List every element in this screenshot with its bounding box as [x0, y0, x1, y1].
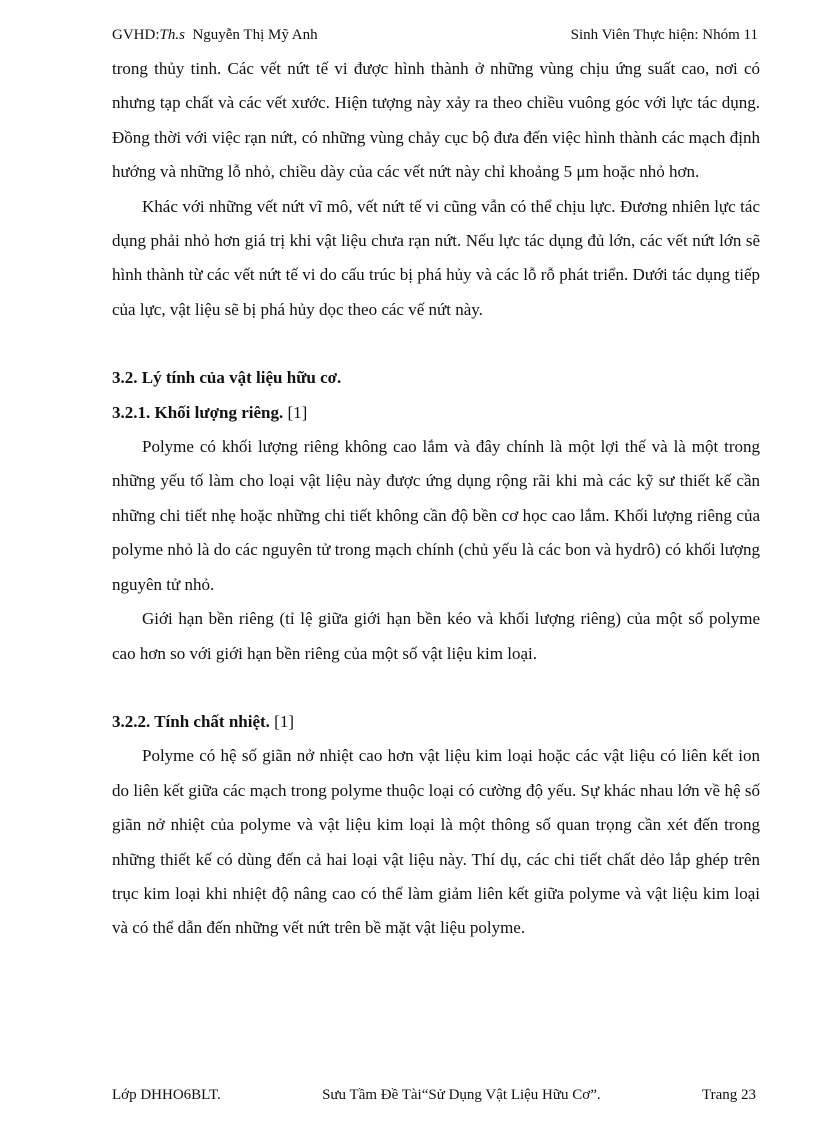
- page-content: [112, 52, 760, 946]
- paragraph-5: Polyme có hệ số giãn nở nhiệt cao hơn vật liệu kim loại hoặc các vật liệu có liên kết ion do liên kết giữa các mạch trong polyme thuộc loại có cường độ yếu. Sự khác nhau lớn về hệ số giãn nở nhiệt của polyme và vật liệu kim loại là một thông số quan trọng cần xét đến trong những thiết kế có dùng đến cả hai loại vật liệu này. Thí dụ, các chi tiết chất dẻo lắp ghép trên trục kim loại khi nhiệt độ nâng cao có thể làm giảm liên kết giữa polyme và vật liệu kim loại và có thể dẫn đến những vết nứt trên bề mặt vật liệu polyme.: [112, 746, 760, 938]
- header-supervisor: [112, 24, 318, 46]
- header-students: Sinh Viên Thực hiện: Nhóm 11: [570, 27, 758, 43]
- spacer: [112, 671, 760, 705]
- reference-mark: [1]: [274, 711, 294, 731]
- section-heading-3-2-2: [112, 705, 760, 739]
- reference-mark: [1]: [287, 402, 308, 422]
- section-title-3-2-2: 3.2.2. Tính chất nhiệt.: [112, 711, 270, 731]
- paragraph-1: trong thủy tinh. Các vết nứt tế vi được hình thành ở những vùng chịu ứng suất cao, nơi có nhưng tạp chất và các vết xước. Hiện tượng này xảy ra theo chiều vuông góc với lực tác dụng. Đồng thời với việc rạn nứt, có những vùng chảy cục bộ đưa đến việc hình thành các mạch định hướng và những lỗ nhỏ, chiều dày của các vết nứt này chỉ khoảng 5 μm hoặc nhỏ hơn.: [112, 59, 760, 182]
- header-supervisor-title: Th.s: [159, 27, 185, 43]
- page-header: [112, 24, 758, 46]
- paragraph-2: Khác với những vết nứt vĩ mô, vết nứt tế vi cũng vẫn có thể chịu lực. Đương nhiên lực tác dụng phải nhỏ hơn giá trị khi vật liệu chưa rạn nứt. Nếu lực tác dụng đủ lớn, các vết nứt lớn sẽ hình thành từ các vết nứt tế vi do cấu trúc bị phá hủy và các lỗ rỗ phát triển. Dưới tác dụng tiếp của lực, vật liệu sẽ bị phá hủy dọc theo các vế nứt này.: [112, 196, 760, 319]
- paragraph-3: Polyme có khối lượng riêng không cao lắm và đây chính là một lợi thế và là một trong những yếu tố làm cho loại vật liệu này được ứng dụng rộng rãi khi mà các kỹ sư thiết kế cần những chi tiết nhẹ hoặc những chi tiết không cần độ bền cơ học cao lắm. Khối lượng riêng của polyme nhỏ là do các nguyên tử trong mạch chính (chủ yếu là các bon và hydrô) có khối lượng nguyên tử nhỏ.: [112, 437, 760, 594]
- section-title-3-2-1: 3.2.1. Khối lượng riêng.: [112, 402, 284, 422]
- section-heading-3-2-1: [112, 396, 760, 430]
- header-supervisor-prefix: GVHD:: [112, 27, 160, 43]
- header-supervisor-name: Nguyễn Thị Mỹ Anh: [192, 27, 318, 43]
- footer-topic: Sưu Tầm Đề Tài“Sử Dụng Vật Liệu Hữu Cơ”.: [322, 1087, 601, 1103]
- page-footer: [112, 1084, 756, 1106]
- section-heading-3-2: 3.2. Lý tính của vật liệu hữu cơ.: [112, 368, 342, 388]
- footer-page-number: Trang 23: [701, 1087, 756, 1103]
- paragraph-4: Giới hạn bền riêng (tỉ lệ giữa giới hạn bền kéo và khối lượng riêng) của một số polyme cao hơn so với giới hạn bền riêng của một số vật liệu kim loại.: [112, 609, 760, 663]
- spacer: [112, 327, 760, 361]
- footer-class: Lớp DHHO6BLT.: [112, 1087, 221, 1103]
